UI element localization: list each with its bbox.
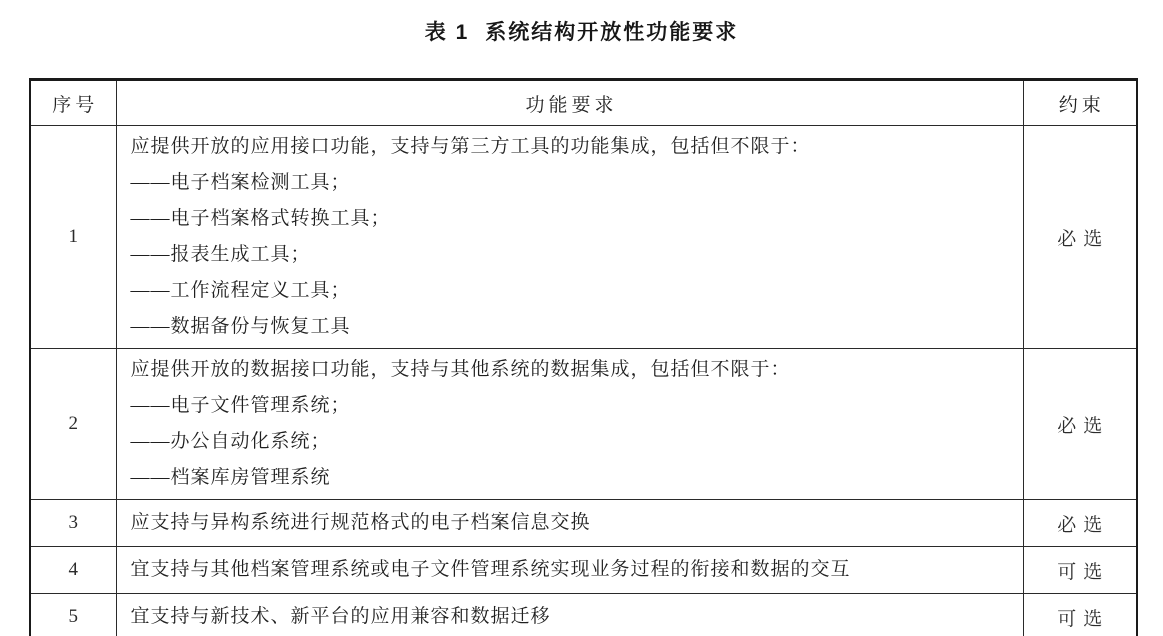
table-caption-number: 表 1 [424, 21, 470, 44]
header-cell-constraint: 约束 [1023, 80, 1137, 126]
requirement-line: ——工作流程定义工具； [130, 280, 351, 301]
requirement-cell [116, 547, 1023, 594]
requirement-cell [116, 349, 1023, 500]
requirement-line: 应支持与异构系统进行规范格式的电子档案信息交换 [130, 512, 591, 533]
table-body [30, 126, 1137, 636]
row-number-cell: 3 [30, 500, 116, 547]
table-row [30, 594, 1137, 636]
table-header-row [30, 80, 1137, 126]
constraint-cell: 必选 [1023, 500, 1137, 547]
row-number-cell: 5 [30, 594, 116, 636]
table-row [30, 500, 1137, 547]
requirement-line: 宜支持与新技术、新平台的应用兼容和数据迁移 [130, 606, 551, 627]
table-row [30, 547, 1137, 594]
requirement-line: ——报表生成工具； [130, 244, 311, 265]
requirement-line: ——办公自动化系统； [130, 431, 331, 452]
header-cell-number: 序号 [30, 80, 116, 126]
table-caption [0, 16, 1163, 46]
row-number-cell: 1 [30, 126, 116, 349]
requirement-line: ——数据备份与恢复工具 [130, 316, 351, 337]
row-number-cell: 4 [30, 547, 116, 594]
constraint-cell: 必选 [1023, 349, 1137, 500]
requirement-line: 宜支持与其他档案管理系统或电子文件管理系统实现业务过程的衔接和数据的交互 [130, 559, 851, 580]
requirement-line: ——档案库房管理系统 [130, 467, 331, 488]
table-caption-text: 系统结构开放性功能要求 [485, 21, 739, 44]
requirement-cell [116, 126, 1023, 349]
requirement-cell [116, 500, 1023, 547]
requirement-line: 应提供开放的应用接口功能，支持与第三方工具的功能集成，包括但不限于： [130, 136, 811, 157]
header-cell-requirement: 功能要求 [116, 80, 1023, 126]
row-number-cell: 2 [30, 349, 116, 500]
requirement-cell [116, 594, 1023, 636]
table-row [30, 349, 1137, 500]
requirement-line: 应提供开放的数据接口功能，支持与其他系统的数据集成，包括但不限于： [130, 359, 791, 380]
constraint-cell: 可选 [1023, 594, 1137, 636]
requirement-line: ——电子档案格式转换工具； [130, 208, 391, 229]
constraint-cell: 必选 [1023, 126, 1137, 349]
table-row [30, 126, 1137, 349]
requirements-table [29, 78, 1138, 636]
requirement-line: ——电子档案检测工具； [130, 172, 351, 193]
requirement-line: ——电子文件管理系统； [130, 395, 351, 416]
constraint-cell: 可选 [1023, 547, 1137, 594]
